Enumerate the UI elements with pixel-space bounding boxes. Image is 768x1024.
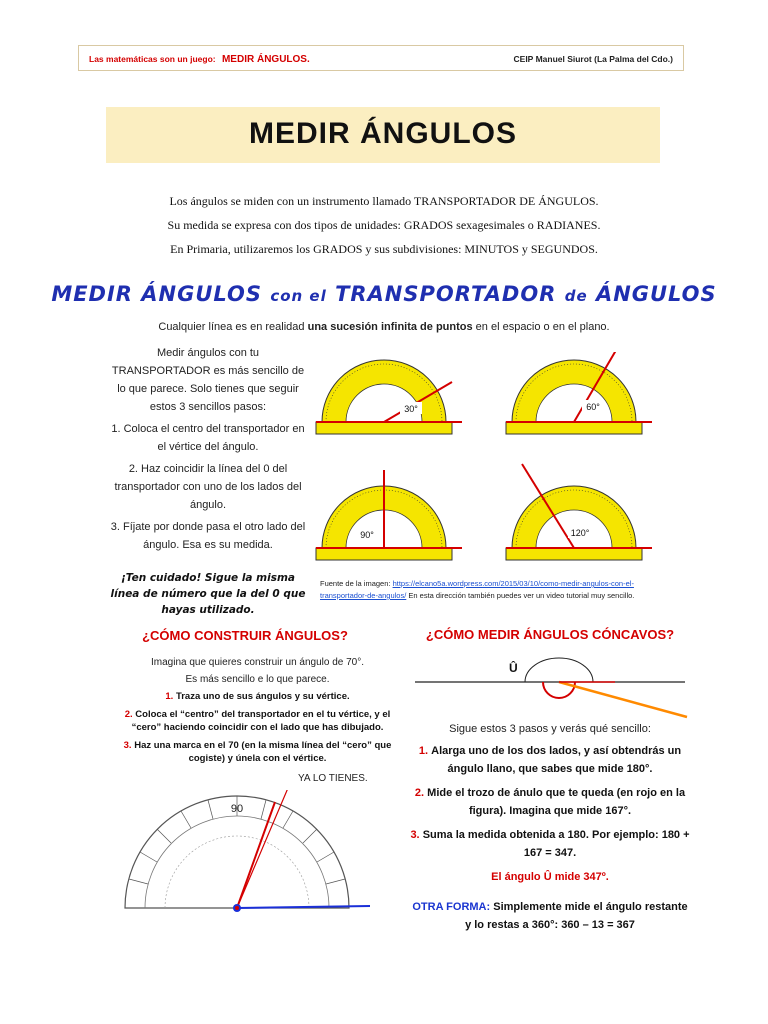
source-post: En esta dirección también puedes ver un video tutorial muy sencillo. [408, 591, 635, 600]
construir-protractor-90-label: 90 [230, 803, 244, 815]
header-bar [78, 45, 684, 71]
concavo-result: El ángulo Û mide 347º. [491, 871, 609, 883]
line-def-bold: una sucesión infinita de puntos [307, 321, 473, 333]
construir-protractor-figure [120, 790, 380, 920]
protractor-30 [316, 360, 462, 434]
steps-intro: Medir ángulos con tu TRANSPORTADOR es más sencillo de lo que parece. Solo tienes que seguir estos 3 sencillos pasos: [111, 347, 305, 413]
concavo-intro: Sigue estos 3 pasos y verás qué sencillo: [449, 723, 651, 735]
header-school: CEIP Manuel Siurot (La Palma del Cdo.) [513, 54, 673, 64]
concavo-step-1 [410, 742, 690, 778]
construir-step-3-text: Haz una marca en el 70 (en la misma línea del “cero” que cogiste) y únela con el vértice. [134, 740, 392, 764]
protractor-label-30: 30° [404, 404, 418, 414]
measure-steps [110, 344, 306, 558]
line-def-pre: Cualquier línea es en realidad [158, 321, 305, 333]
protractor-120 [506, 464, 652, 560]
concavo-angle-figure [415, 655, 690, 720]
construir-p2: Es más sencillo e lo que parece. [185, 674, 330, 685]
line-definition [0, 321, 768, 333]
construir-step-1 [110, 690, 405, 703]
concavo-step-2 [410, 784, 690, 820]
page-title: MEDIR ÁNGULOS [249, 117, 517, 150]
line-def-post: en el espacio o en el plano. [475, 321, 610, 333]
construir-step-2-num: 2. [124, 709, 133, 720]
heading-part-b: con el [270, 287, 327, 305]
construir-done: YA LO TIENES. [298, 773, 368, 784]
protractor-label-90: 90° [360, 530, 374, 540]
source-link[interactable]: https://elcano5a.wordpress.com/2015/03/10/como-medir-angulos-con-el-transportador-de-angulos/ [320, 579, 634, 600]
step-2: 2. Haz coincidir la línea del 0 del transportador con uno de los lados del ángulo. [114, 463, 302, 511]
warning-note: ¡Ten cuidado! Sigue la misma línea de número que la del 0 que hayas utilizado. [110, 572, 306, 616]
step-1: 1. Coloca el centro del transportador en el vértice del ángulo. [111, 423, 305, 453]
image-source [320, 578, 670, 602]
protractor-90 [316, 470, 462, 560]
heading-part-a: MEDIR ÁNGULOS [51, 282, 263, 306]
construir-step-2 [110, 708, 405, 734]
construir-p1: Imagina que quieres construir un ángulo de 70°. [150, 657, 365, 668]
construir-step-3 [110, 739, 405, 765]
header-topic: MEDIR ÁNGULOS. [221, 54, 310, 65]
concavo-steps [410, 742, 690, 940]
concavo-step-2-num: 2. [414, 787, 425, 799]
otra-forma-text: Simplemente mide el ángulo restante y lo restas a 360°: 360 – 13 = 367 [465, 901, 688, 931]
title-band [106, 107, 660, 163]
construir-step-2-text: Coloca el “centro” del transportador en el tu vértice, y el “cero” haciendo coincidir con el lado que has dibujado. [131, 709, 391, 733]
construir-step-1-text: Traza uno de sus ángulos y su vértice. [175, 691, 350, 702]
protractor-examples-figure [312, 352, 664, 572]
concavo-step-3-text: Suma la medida obtenida a 180. Por ejemplo: 180 + 167 = 347. [422, 829, 690, 859]
heading-construir: ¿CÓMO CONSTRUIR ÁNGULOS? [142, 628, 348, 643]
source-pre: Fuente de la imagen: [320, 579, 391, 588]
section-heading-transportador [0, 282, 768, 306]
heading-part-c: TRANSPORTADOR [335, 282, 557, 306]
concavo-step-3-num: 3. [410, 829, 420, 841]
construir-step-3-num: 3. [123, 740, 132, 751]
heading-concavos: ¿CÓMO MEDIR ÁNGULOS CÓNCAVOS? [425, 627, 675, 642]
protractor-label-60: 60° [586, 402, 600, 412]
construir-steps [110, 690, 405, 770]
concavo-step-1-num: 1. [418, 745, 429, 757]
step-3: 3. Fíjate por donde pasa el otro lado del ángulo. Esa es su medida. [110, 521, 306, 551]
concavo-angle-label: Û [509, 661, 518, 675]
intro-line-3: En Primaria, utilizaremos los GRADOS y sus subdivisiones: MINUTOS y SEGUNDOS. [170, 242, 598, 256]
protractor-label-120: 120° [570, 528, 590, 538]
header-left [89, 54, 310, 65]
concavo-step-3 [410, 826, 690, 862]
protractor-60 [506, 352, 652, 434]
heading-part-e: ÁNGULOS [595, 282, 717, 306]
construir-step-1-num: 1. [165, 691, 174, 702]
heading-part-d: de [564, 287, 588, 305]
intro-line-1: Los ángulos se miden con un instrumento llamado TRANSPORTADOR DE ÁNGULOS. [169, 194, 599, 208]
concavo-step-2-text: Mide el trozo de ánulo que te queda (en rojo en la figura). Imagina que mide 167°. [427, 787, 686, 817]
otra-forma [410, 898, 690, 934]
otra-forma-label: OTRA FORMA: [412, 901, 491, 913]
intro-line-2: Su medida se expresa con dos tipos de unidades: GRADOS sexagesimales o RADIANES. [167, 218, 601, 232]
header-left-text: Las matemáticas son un juego: [89, 54, 216, 64]
concavo-step-1-text: Alarga uno de los dos lados, y así obtendrás un ángulo llano, que sabes que mide 180°. [431, 745, 682, 775]
